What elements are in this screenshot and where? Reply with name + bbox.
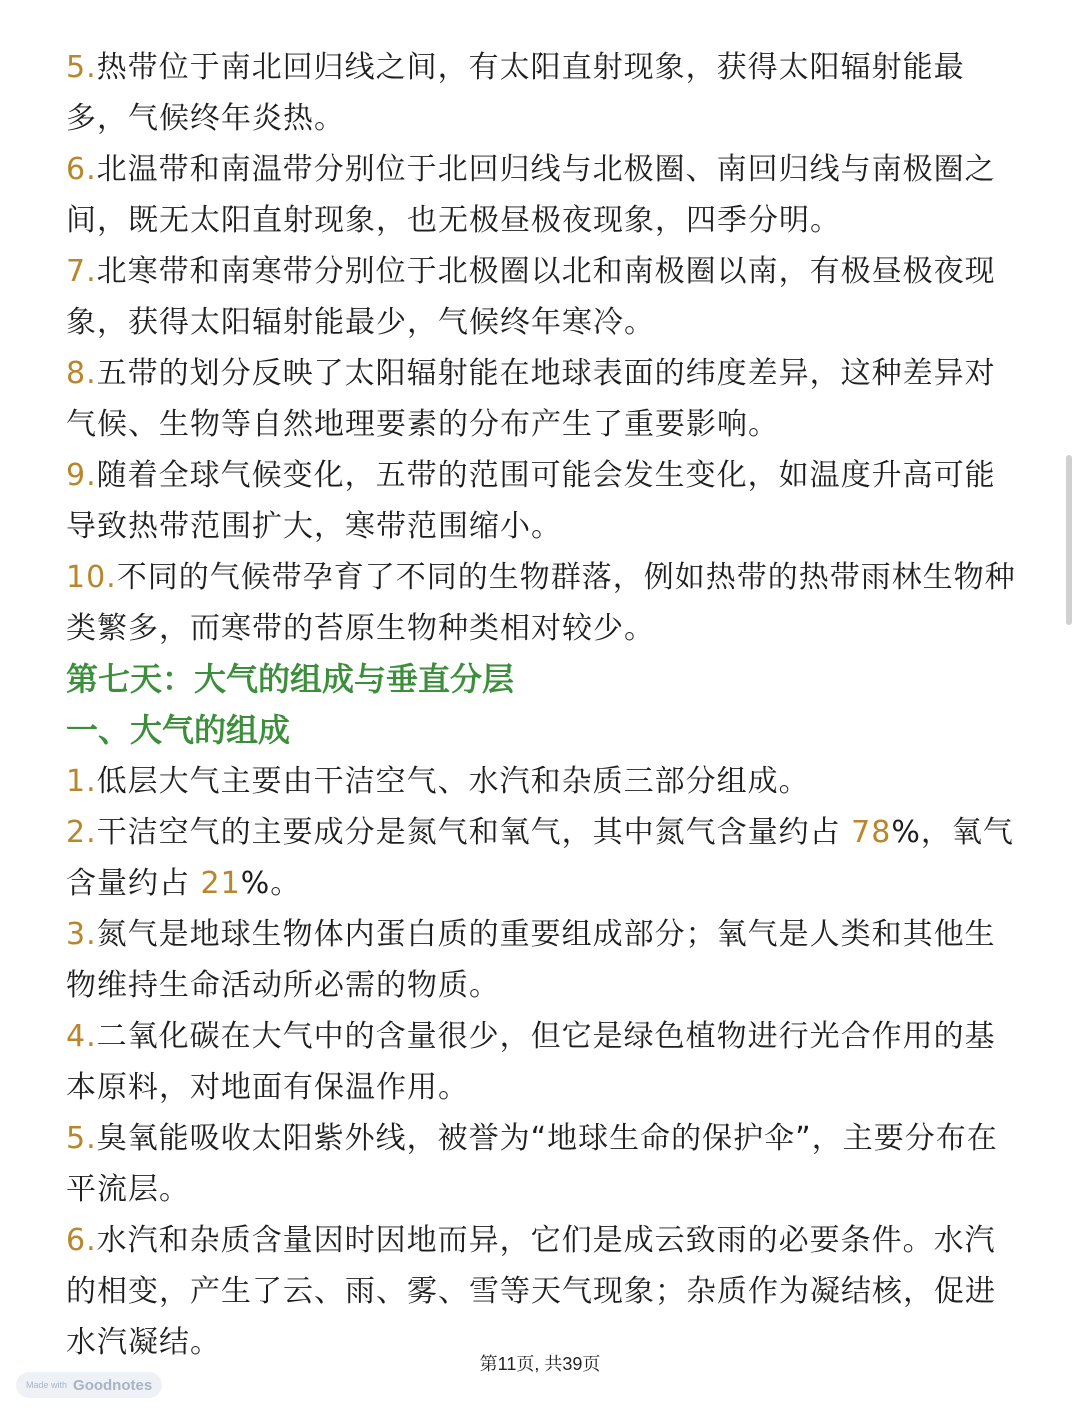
item-text: %。 [240, 866, 302, 901]
item-text: 北温带和南温带分别位于北回归线与北极圈、南回归线与南极圈之间，既无太阳直射现象，也无极昼极夜现象，四季分明。 [66, 152, 996, 238]
page-footer: 第11页, 共39页 [479, 1354, 601, 1374]
item-number: 6. [66, 152, 97, 187]
item-number: 10. [66, 560, 117, 595]
list-item [66, 348, 1026, 450]
item-text: 低层大气主要由干洁空气、水汽和杂质三部分组成。 [96, 764, 810, 799]
list-item [66, 756, 1026, 807]
item-text: 北寒带和南寒带分别位于北极圈以北和南极圈以南，有极昼极夜现象，获得太阳辐射能最少，气候终年寒冷。 [66, 254, 996, 340]
item-text: 臭氧能吸收太阳紫外线，被誉为“地球生命的保护伞”，主要分布在平流层。 [66, 1121, 998, 1207]
item-text: %，氧气含量约占 [66, 815, 1014, 901]
list-item [66, 552, 1026, 654]
goodnotes-badge[interactable] [16, 1372, 162, 1398]
item-number: 4. [66, 1019, 97, 1054]
oxygen-percent: 21 [200, 866, 241, 901]
list-item [66, 246, 1026, 348]
day-heading: 第七天：大气的组成与垂直分层 [66, 661, 515, 697]
brand-label: Goodnotes [73, 1376, 153, 1394]
item-number: 3. [66, 917, 97, 952]
item-text: 热带位于南北回归线之间，有太阳直射现象，获得太阳辐射能最多，气候终年炎热。 [66, 50, 965, 136]
item-number: 8. [66, 356, 97, 391]
item-number: 2. [66, 815, 97, 850]
list-item [66, 1215, 1026, 1368]
list-item [66, 807, 1026, 909]
item-number: 5. [66, 50, 97, 85]
item-number: 9. [66, 458, 97, 493]
item-text: 五带的划分反映了太阳辐射能在地球表面的纬度差异，这种差异对气候、生物等自然地理要素的分布产生了重要影响。 [66, 356, 996, 442]
list-item [66, 450, 1026, 552]
item-text: 水汽和杂质含量因时因地而异，它们是成云致雨的必要条件。水汽的相变，产生了云、雨、雾、雪等天气现象；杂质作为凝结核，促进水汽凝结。 [66, 1223, 996, 1360]
list-item [66, 144, 1026, 246]
item-text: 干洁空气的主要成分是氮气和氧气，其中氮气含量约占 [96, 815, 852, 850]
item-number: 1. [66, 764, 97, 799]
item-text: 不同的气候带孕育了不同的生物群落，例如热带的热带雨林生物种类繁多，而寒带的苔原生物种类相对较少。 [66, 560, 1016, 646]
list-item [66, 1113, 1026, 1215]
list-item [66, 42, 1026, 144]
item-text: 随着全球气候变化，五带的范围可能会发生变化，如温度升高可能导致热带范围扩大，寒带范围缩小。 [66, 458, 996, 544]
item-number: 7. [66, 254, 97, 289]
item-number: 5. [66, 1121, 97, 1156]
section-heading: 一、大气的组成 [66, 712, 291, 748]
vertical-scrollbar[interactable] [1066, 455, 1072, 625]
made-with-label: Made with [26, 1380, 68, 1390]
list-item [66, 1011, 1026, 1113]
list-item [66, 909, 1026, 1011]
nitrogen-percent: 78 [851, 815, 892, 850]
page-content [66, 42, 1026, 1368]
item-text: 二氧化碳在大气中的含量很少，但它是绿色植物进行光合作用的基本原料，对地面有保温作用。 [66, 1019, 996, 1105]
item-number: 6. [66, 1223, 97, 1258]
item-text: 氮气是地球生物体内蛋白质的重要组成部分；氧气是人类和其他生物维持生命活动所必需的物质。 [66, 917, 996, 1003]
